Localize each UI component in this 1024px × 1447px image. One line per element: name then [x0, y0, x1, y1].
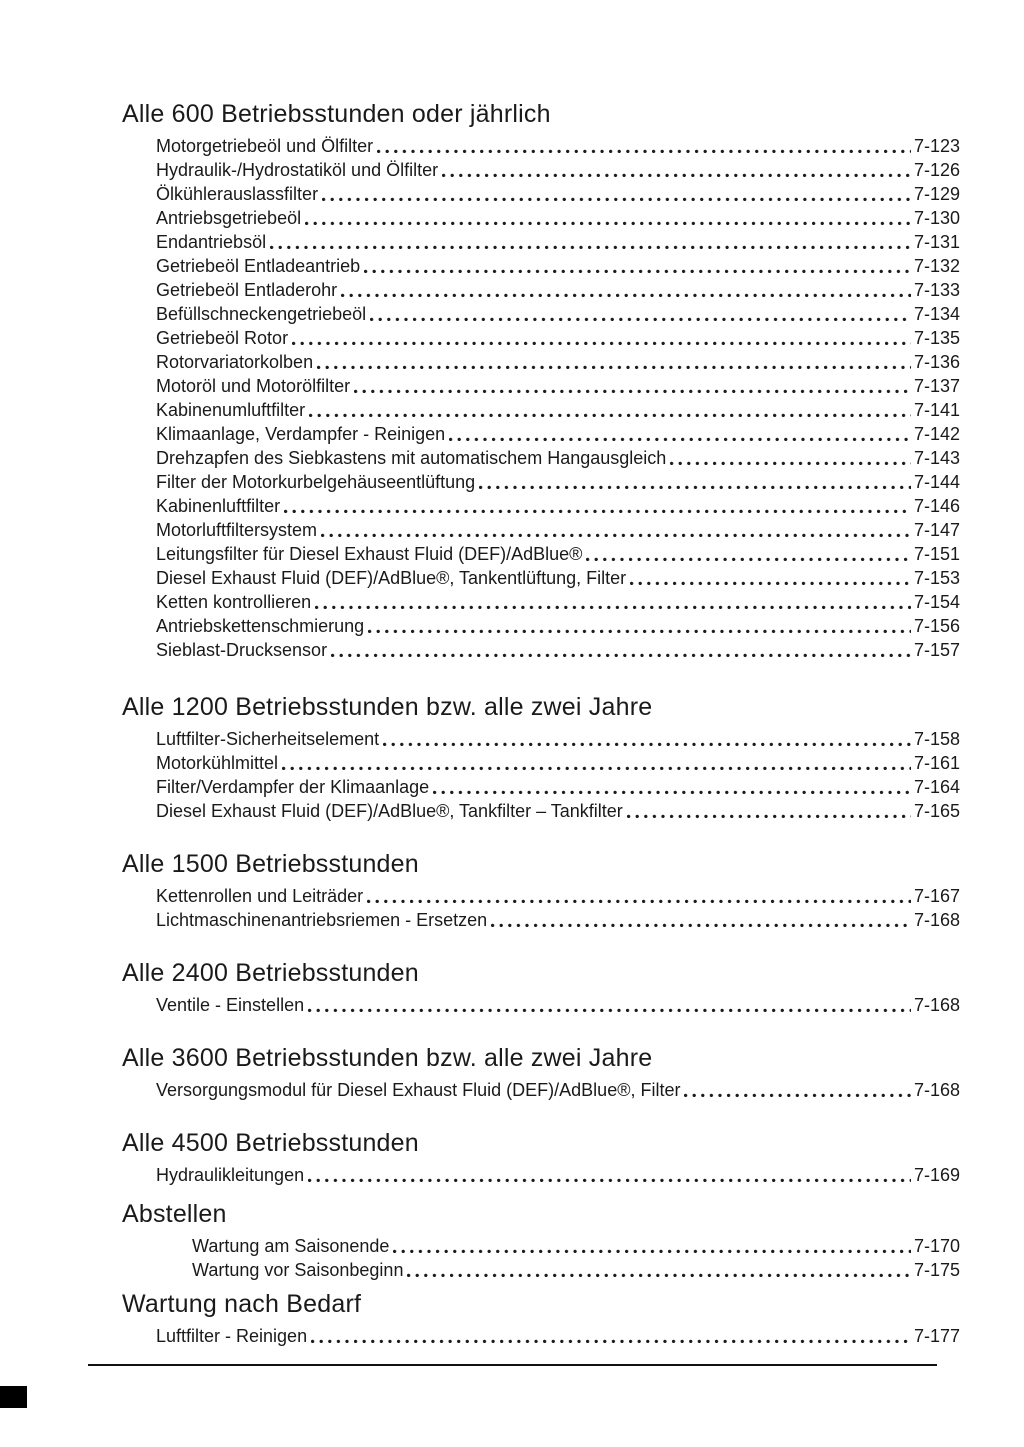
- entry-page-number: 7-135: [913, 328, 960, 348]
- section-entries: [122, 1163, 960, 1187]
- dot-leader: [341, 293, 911, 298]
- dot-leader: [331, 653, 911, 658]
- entry-title: Lichtmaschinenantriebsriemen - Ersetzen: [156, 910, 488, 930]
- section-heading: Alle 3600 Betriebsstunden bzw. alle zwei Jahre: [122, 1044, 653, 1072]
- section-heading: Abstellen: [122, 1200, 227, 1228]
- footer-divider: [88, 1364, 937, 1366]
- entry-title: Motoröl und Motorölfilter: [156, 376, 351, 396]
- toc-section: [122, 1043, 960, 1102]
- toc-section: [122, 849, 960, 932]
- entry-title: Diesel Exhaust Fluid (DEF)/AdBlue®, Tankentlüftung, Filter: [156, 568, 627, 588]
- dot-leader: [368, 629, 911, 634]
- entry-page-number: 7-141: [913, 400, 960, 420]
- toc-entry: [122, 254, 960, 278]
- toc-entry: [122, 326, 960, 350]
- toc-entry: [122, 993, 960, 1017]
- toc-entry: [122, 134, 960, 158]
- dot-leader: [322, 197, 911, 202]
- dot-leader: [670, 461, 911, 466]
- section-heading: Alle 2400 Betriebsstunden: [122, 959, 419, 987]
- entry-page-number: 7-126: [913, 160, 960, 180]
- entry-title: Diesel Exhaust Fluid (DEF)/AdBlue®, Tankfilter – Tankfilter: [156, 801, 623, 821]
- entry-page-number: 7-137: [913, 376, 960, 396]
- entry-page-number: 7-142: [913, 424, 960, 444]
- section-heading: Alle 1200 Betriebsstunden bzw. alle zwei Jahre: [122, 693, 653, 721]
- toc-entry: [122, 350, 960, 374]
- entry-title: Kettenrollen und Leiträder: [156, 886, 364, 906]
- toc-entry: [122, 799, 960, 823]
- section-heading: Alle 1500 Betriebsstunden: [122, 850, 419, 878]
- toc-section: [122, 958, 960, 1017]
- dot-leader: [370, 317, 911, 322]
- entry-title: Getriebeöl Entladerohr: [156, 280, 338, 300]
- entry-page-number: 7-144: [913, 472, 960, 492]
- entry-page-number: 7-161: [913, 753, 960, 773]
- section-heading: Wartung nach Bedarf: [122, 1290, 362, 1318]
- entry-title: Antriebsgetriebeöl: [156, 208, 302, 228]
- entry-title: Endantriebsöl: [156, 232, 267, 252]
- entry-page-number: 7-168: [913, 995, 960, 1015]
- section-entries: [122, 727, 960, 823]
- entry-title: Motorgetriebeöl und Ölfilter: [156, 136, 374, 156]
- entry-page-number: 7-147: [913, 520, 960, 540]
- entry-page-number: 7-133: [913, 280, 960, 300]
- toc-section: [122, 692, 960, 823]
- dot-leader: [364, 269, 911, 274]
- entry-page-number: 7-146: [913, 496, 960, 516]
- dot-leader: [305, 221, 911, 226]
- section-entries: [122, 134, 960, 662]
- entry-page-number: 7-129: [913, 184, 960, 204]
- dot-leader: [367, 899, 911, 904]
- section-heading: Alle 4500 Betriebsstunden: [122, 1129, 419, 1157]
- entry-title: Rotorvariatorkolben: [156, 352, 314, 372]
- entry-page-number: 7-165: [913, 801, 960, 821]
- entry-title: Ölkühlerauslassfilter: [156, 184, 319, 204]
- section-entries: [122, 1078, 960, 1102]
- entry-title: Kabinenumluftfilter: [156, 400, 306, 420]
- entry-title: Luftfilter-Sicherheitselement: [156, 729, 380, 749]
- entry-title: Hydraulikleitungen: [156, 1165, 305, 1185]
- dot-leader: [627, 814, 911, 819]
- toc-section: [122, 1128, 960, 1187]
- dot-leader: [308, 1178, 911, 1183]
- entry-title: Getriebeöl Rotor: [156, 328, 289, 348]
- toc-section: [122, 1289, 960, 1348]
- entry-page-number: 7-157: [913, 640, 960, 660]
- dot-leader: [270, 245, 911, 250]
- entry-page-number: 7-170: [913, 1236, 960, 1256]
- entry-title: Drehzapfen des Siebkastens mit automatischem Hangausgleich: [156, 448, 667, 468]
- entry-page-number: 7-175: [913, 1260, 960, 1280]
- entry-page-number: 7-123: [913, 136, 960, 156]
- toc-entry: [122, 422, 960, 446]
- section-entries: [122, 884, 960, 932]
- entry-title: Wartung am Saisonende: [192, 1236, 390, 1256]
- entry-title: Filter/Verdampfer der Klimaanlage: [156, 777, 430, 797]
- dot-leader: [309, 413, 911, 418]
- entry-title: Befüllschneckengetriebeöl: [156, 304, 367, 324]
- dot-leader: [315, 605, 911, 610]
- toc-entry: [122, 182, 960, 206]
- dot-leader: [284, 509, 911, 514]
- toc-entry: [122, 494, 960, 518]
- toc-entry: [122, 751, 960, 775]
- dot-leader: [308, 1008, 911, 1013]
- entry-title: Luftfilter - Reinigen: [156, 1326, 308, 1346]
- toc-entry: [122, 158, 960, 182]
- entry-title: Ketten kontrollieren: [156, 592, 312, 612]
- toc-entry: [122, 518, 960, 542]
- toc-entry: [122, 206, 960, 230]
- toc-entry: [122, 638, 960, 662]
- entry-page-number: 7-168: [913, 1080, 960, 1100]
- entry-title: Kabinenluftfilter: [156, 496, 281, 516]
- dot-leader: [442, 173, 911, 178]
- dot-leader: [449, 437, 911, 442]
- page-edge-mark: [0, 1386, 27, 1408]
- entry-title: Hydraulik-/Hydrostatiköl und Ölfilter: [156, 160, 439, 180]
- dot-leader: [282, 766, 911, 771]
- dot-leader: [393, 1249, 911, 1254]
- toc-entry: [122, 775, 960, 799]
- entry-page-number: 7-156: [913, 616, 960, 636]
- entry-title: Versorgungsmodul für Diesel Exhaust Fluid (DEF)/AdBlue®, Filter: [156, 1080, 681, 1100]
- toc-entry: [122, 446, 960, 470]
- toc-entry: [122, 398, 960, 422]
- toc-entry: [122, 614, 960, 638]
- section-heading: Alle 600 Betriebsstunden oder jährlich: [122, 100, 551, 128]
- toc-entry: [122, 590, 960, 614]
- entry-title: Leitungsfilter für Diesel Exhaust Fluid (DEF)/AdBlue®: [156, 544, 583, 564]
- section-entries: [122, 1234, 960, 1282]
- entry-page-number: 7-136: [913, 352, 960, 372]
- entry-page-number: 7-143: [913, 448, 960, 468]
- toc-entry: [122, 884, 960, 908]
- entry-page-number: 7-153: [913, 568, 960, 588]
- entry-page-number: 7-134: [913, 304, 960, 324]
- dot-leader: [433, 790, 911, 795]
- entry-title: Ventile - Einstellen: [156, 995, 305, 1015]
- toc-entry: [122, 230, 960, 254]
- toc-entry: [122, 908, 960, 932]
- toc-entry: [122, 1234, 960, 1258]
- dot-leader: [383, 742, 911, 747]
- toc-entry: [122, 727, 960, 751]
- dot-leader: [407, 1273, 910, 1278]
- entry-page-number: 7-164: [913, 777, 960, 797]
- dot-leader: [292, 341, 911, 346]
- entry-title: Filter der Motorkurbelgehäuseentlüftung: [156, 472, 476, 492]
- toc-entry: [122, 302, 960, 326]
- dot-leader: [684, 1093, 910, 1098]
- toc-entry: [122, 566, 960, 590]
- entry-page-number: 7-130: [913, 208, 960, 228]
- entry-page-number: 7-131: [913, 232, 960, 252]
- toc-entry: [122, 1258, 960, 1282]
- entry-title: Getriebeöl Entladeantrieb: [156, 256, 361, 276]
- dot-leader: [491, 923, 911, 928]
- toc-entry: [122, 374, 960, 398]
- dot-leader: [311, 1339, 911, 1344]
- entry-page-number: 7-151: [913, 544, 960, 564]
- dot-leader: [479, 485, 911, 490]
- dot-leader: [377, 149, 911, 154]
- dot-leader: [630, 581, 911, 586]
- entry-title: Wartung vor Saisonbeginn: [192, 1260, 404, 1280]
- dot-leader: [321, 533, 911, 538]
- table-of-contents: [122, 0, 960, 1348]
- entry-page-number: 7-154: [913, 592, 960, 612]
- entry-title: Antriebskettenschmierung: [156, 616, 365, 636]
- toc-entry: [122, 1078, 960, 1102]
- dot-leader: [317, 365, 911, 370]
- toc-entry: [122, 1324, 960, 1348]
- entry-title: Motorkühlmittel: [156, 753, 279, 773]
- dot-leader: [354, 389, 911, 394]
- entry-page-number: 7-132: [913, 256, 960, 276]
- dot-leader: [586, 557, 911, 562]
- entry-page-number: 7-168: [913, 910, 960, 930]
- section-entries: [122, 1324, 960, 1348]
- toc-entry: [122, 1163, 960, 1187]
- toc-section: [122, 1199, 960, 1282]
- toc-section: [122, 99, 960, 662]
- toc-entry: [122, 278, 960, 302]
- entry-page-number: 7-167: [913, 886, 960, 906]
- entry-title: Motorluftfiltersystem: [156, 520, 318, 540]
- entry-page-number: 7-158: [913, 729, 960, 749]
- entry-title: Klimaanlage, Verdampfer - Reinigen: [156, 424, 446, 444]
- section-entries: [122, 993, 960, 1017]
- toc-entry: [122, 542, 960, 566]
- toc-entry: [122, 470, 960, 494]
- entry-page-number: 7-169: [913, 1165, 960, 1185]
- entry-title: Sieblast-Drucksensor: [156, 640, 328, 660]
- entry-page-number: 7-177: [913, 1326, 960, 1346]
